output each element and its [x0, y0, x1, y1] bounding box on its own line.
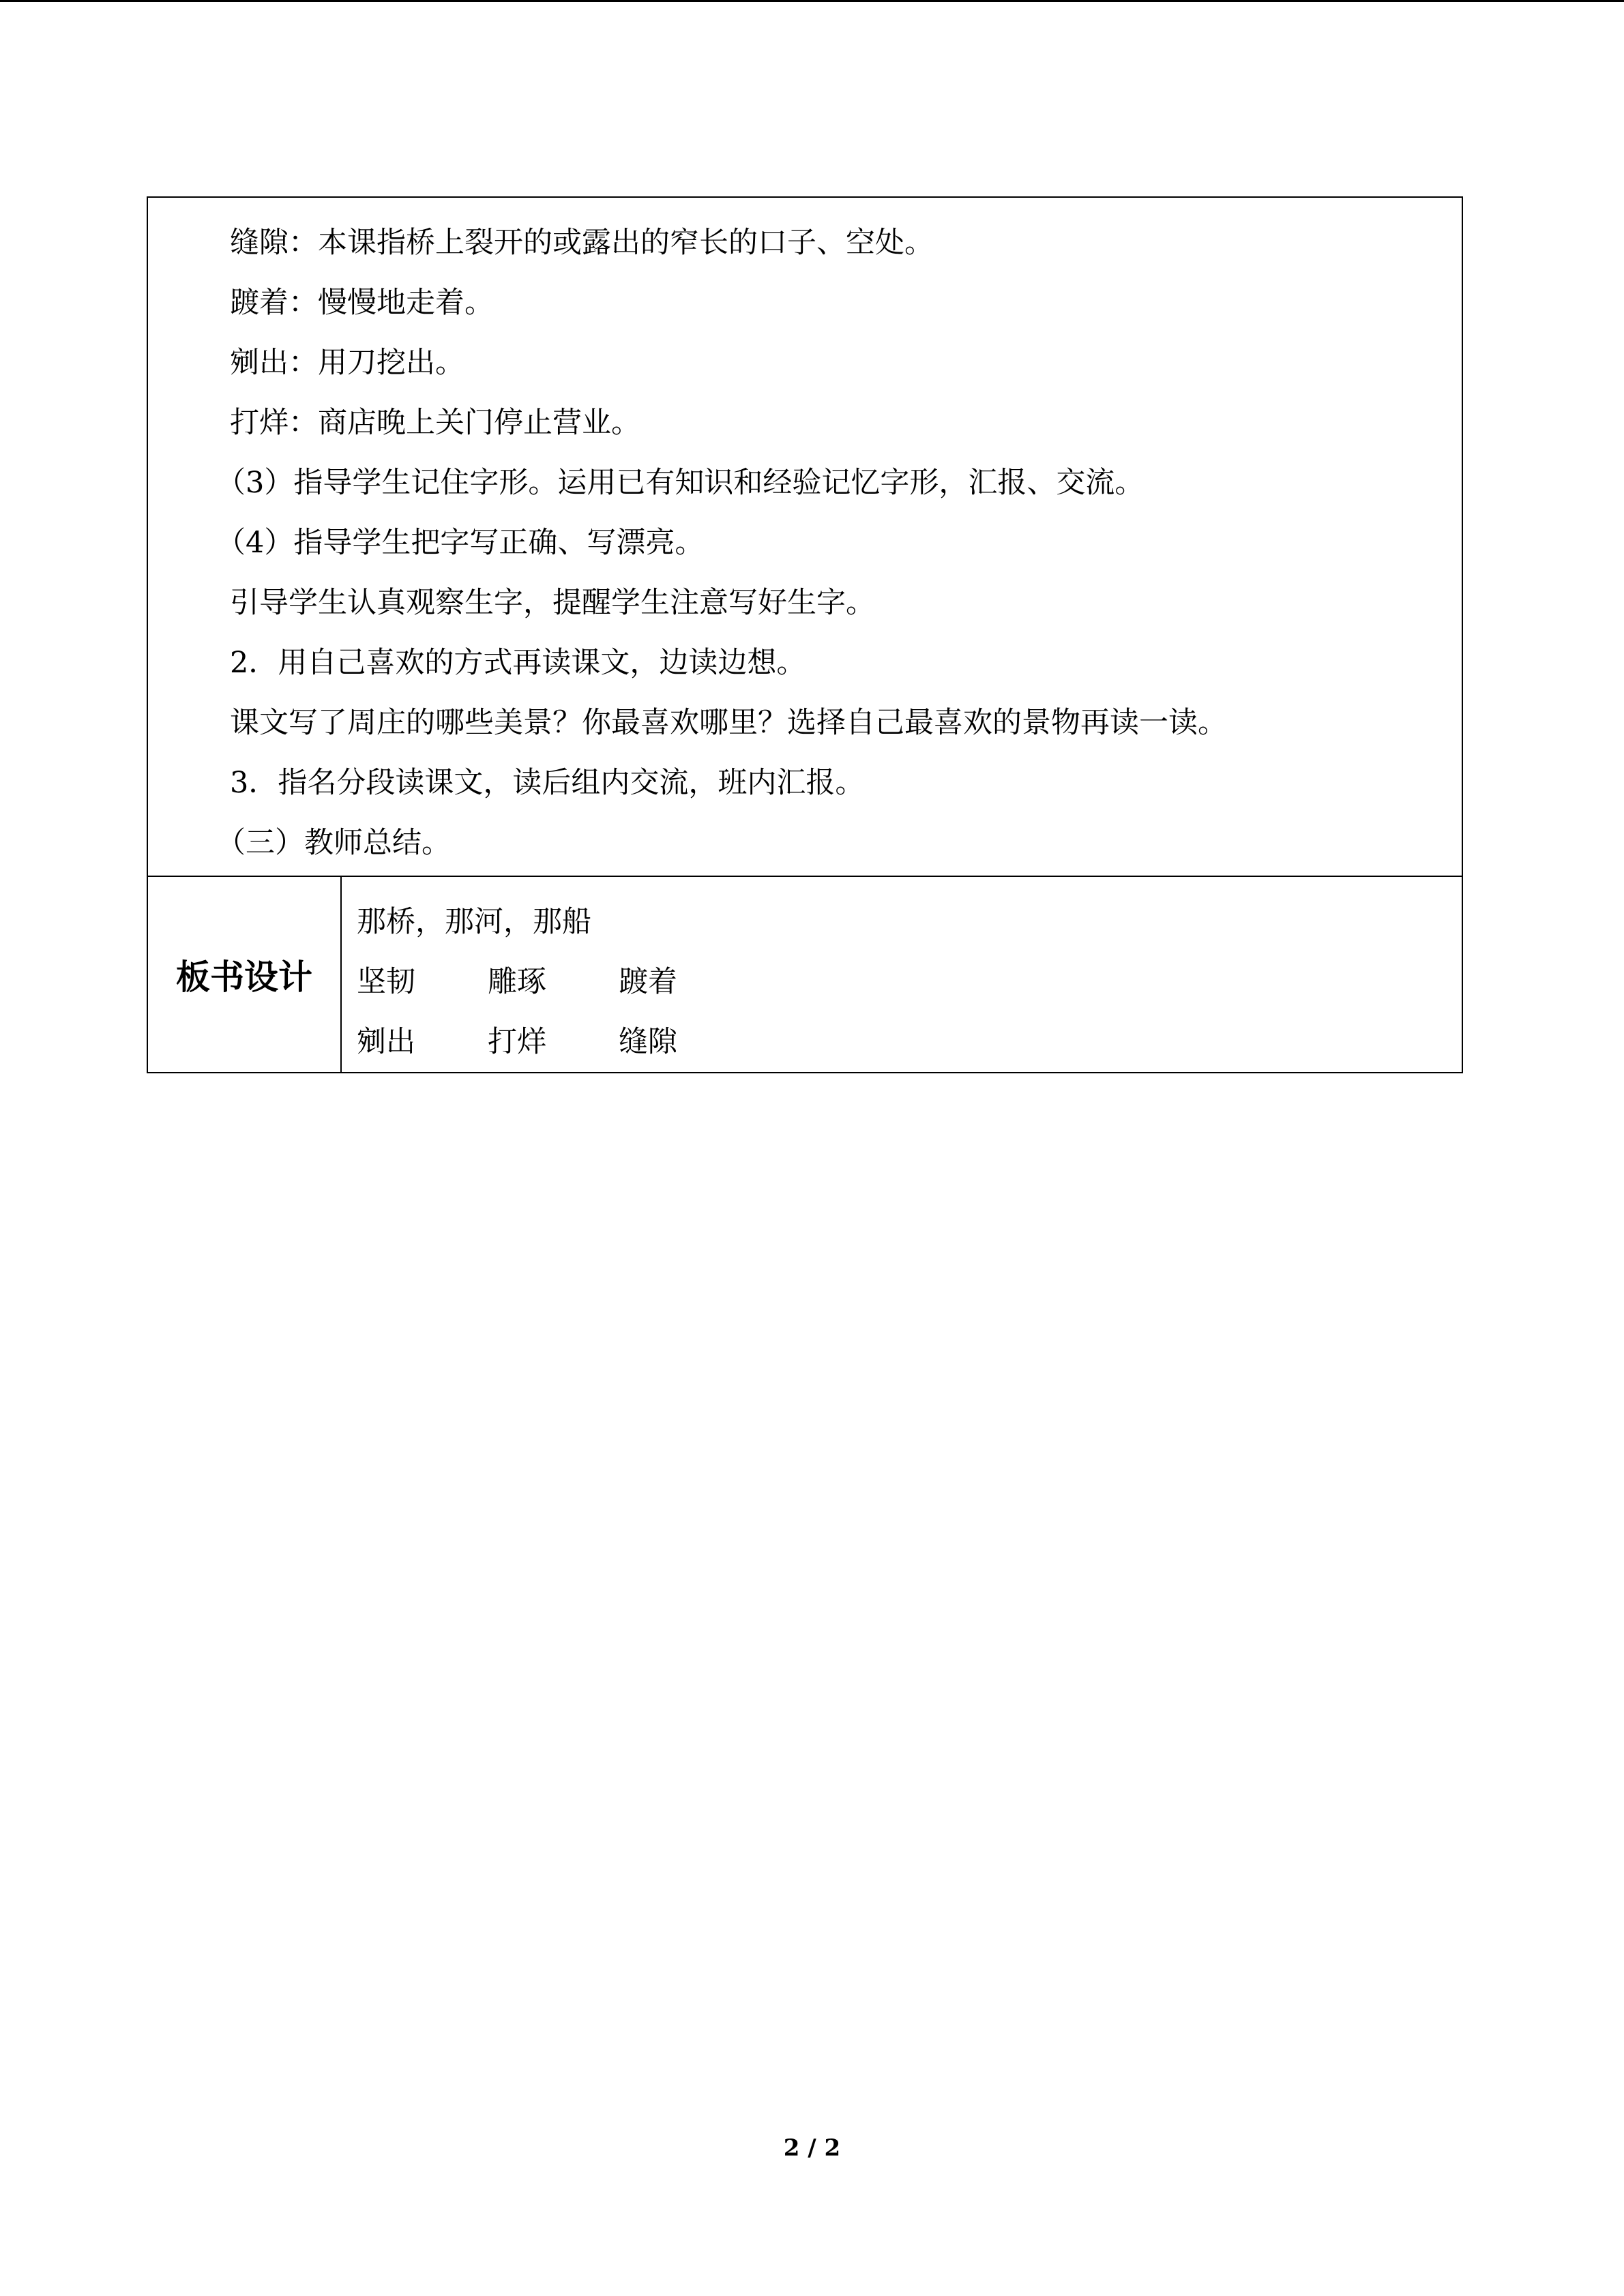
board-line-2	[357, 952, 1462, 1012]
top-border-line	[0, 0, 1624, 2]
board-design-content	[341, 876, 1462, 1073]
guide-line: 引导学生认真观察生字，提醒学生注意写好生字。	[230, 586, 875, 620]
teaching-process-cell	[147, 197, 1462, 876]
board-term: 雕琢	[488, 965, 546, 999]
board-term: 缝隙	[619, 1025, 677, 1059]
lesson-plan-table	[147, 196, 1463, 1073]
vocab-line-fengxi: 缝隙：本课指桥上裂开的或露出的窄长的口子、空处。	[230, 226, 934, 260]
question-line: 课文写了周庄的哪些美景？你最喜欢哪里？选择自己最喜欢的景物再读一读。	[230, 706, 1227, 740]
board-line-1: 那桥，那河，那船	[357, 905, 591, 939]
vocab-line-dayang: 打烊：商店晚上关门停止营业。	[230, 406, 640, 440]
step-line-4: （4）指导学生把字写正确、写漂亮。	[216, 526, 705, 560]
board-line-3	[357, 1012, 1462, 1072]
vocab-line-duozhe: 踱着：慢慢地走着。	[230, 286, 494, 320]
vocab-line-wanchu: 剜出：用刀挖出。	[230, 346, 464, 380]
board-term: 坚韧	[357, 965, 415, 999]
board-term: 剜出	[357, 1025, 415, 1059]
step-line-reread: 2．用自己喜欢的方式再读课文，边读边想。	[230, 646, 806, 680]
board-term: 打烊	[488, 1025, 546, 1059]
board-design-row	[147, 876, 1462, 1073]
step-line-3: （3）指导学生记住字形。运用已有知识和经验记忆字形，汇报、交流。	[216, 466, 1145, 500]
board-term: 踱着	[619, 965, 677, 999]
board-design-label: 板书设计	[147, 876, 341, 1073]
step-line-segment-read: 3．指名分段读课文，读后组内交流，班内汇报。	[230, 766, 865, 800]
summary-line: （三）教师总结。	[216, 826, 451, 860]
page-number: 2 / 2	[783, 2134, 841, 2162]
teaching-process-row	[147, 197, 1462, 876]
